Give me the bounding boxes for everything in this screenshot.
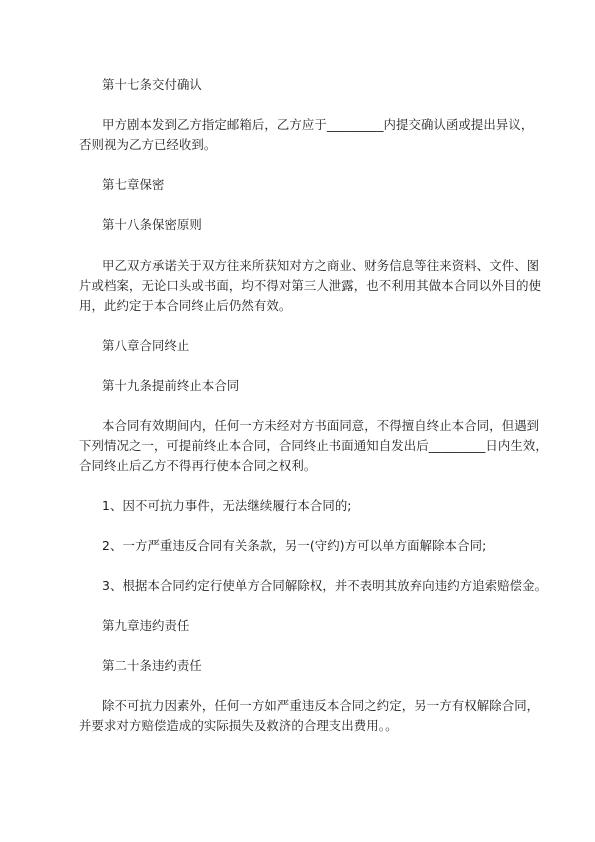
article-20-paragraph-line-1: 除不可抗力因素外，任何一方如严重违反本合同之约定，另一方有权解除合同， [102,698,540,713]
article-18-paragraph-line-3: 用，此约定于本合同终止后仍然有效。 [79,298,292,313]
article-20-paragraph-line-2: 并要求对方赔偿造成的实际损失及救济的合理支出费用。。 [79,718,398,733]
article-17-paragraph-line-1: 甲方剧本发到乙方指定邮箱后，乙方应于_________内提交确认函或提出异议， [102,117,534,132]
article-18-paragraph-line-2: 片或档案，无论口头或书面，均不得对第三人泄露，也不利用其做本合同以外目的使 [79,278,542,293]
article-19-paragraph-line-3: 合同终止后乙方不得再行使本合同之权利。 [79,458,317,473]
article-17-heading: 第十七条交付确认 [102,77,202,92]
chapter-8-heading: 第八章合同终止 [102,338,190,353]
article-19-paragraph-line-1: 本合同有效期间内，任何一方未经对方书面同意，不得擅自终止本合同，但遇到 [102,418,540,433]
chapter-9-heading: 第九章违约责任 [102,618,190,633]
article-19-list-item-1: 1、因不可抗力事件，无法继续履行本合同的; [102,498,352,513]
article-19-list-item-3: 3、根据本合同约定行使单方合同解除权，并不表明其放弃向违约方追索赔偿金。 [102,578,548,593]
article-18-heading: 第十八条保密原则 [102,217,202,232]
article-20-heading: 第二十条违约责任 [102,658,202,673]
article-17-paragraph-line-2: 否则视为乙方已经收到。 [79,137,217,152]
article-18-paragraph-line-1: 甲乙双方承诺关于双方往来所获知对方之商业、财务信息等往来资料、文件、图 [102,258,540,273]
article-19-paragraph-line-2: 下列情况之一，可提前终止本合同，合同终止书面通知自发出后_________日内生效， [79,438,548,453]
article-19-heading: 第十九条提前终止本合同 [102,378,240,393]
chapter-7-heading: 第七章保密 [102,177,165,192]
article-19-list-item-2: 2、一方严重违反合同有关条款，另一(守约)方可以单方面解除本合同; [102,538,487,553]
